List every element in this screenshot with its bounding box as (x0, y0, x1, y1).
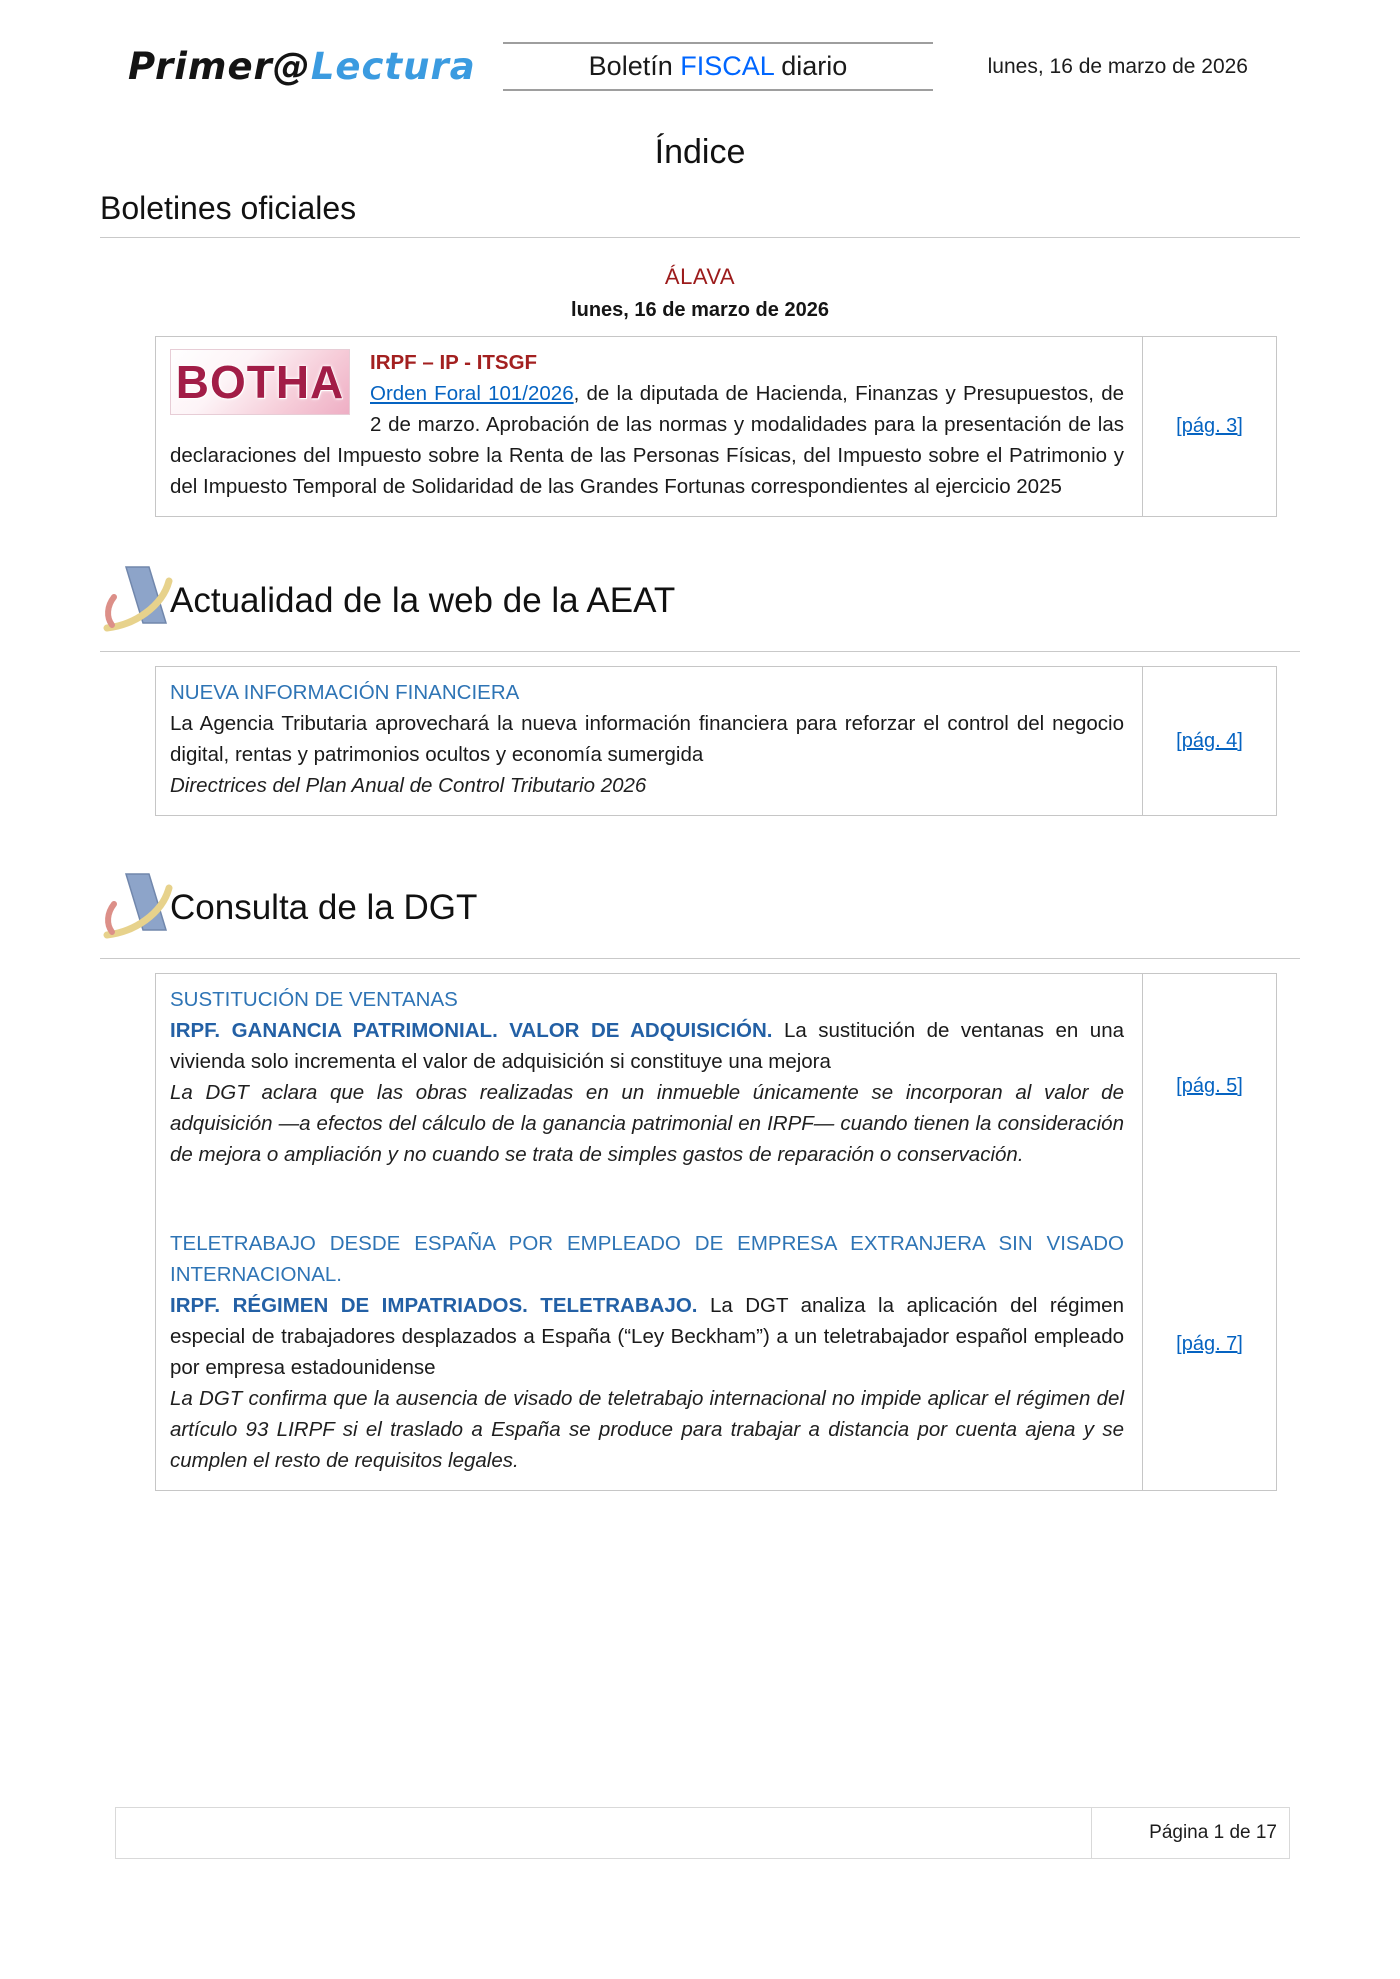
dgt-item2-caption: TELETRABAJO DESDE ESPAÑA POR EMPLEADO DE EMPRESA EXTRANJERA SIN VISADO INTERNACIONAL. (170, 1232, 1124, 1286)
bulletin-title (503, 42, 933, 91)
boletin-item-box (155, 336, 1277, 517)
dgt-item-row-2 (156, 1198, 1276, 1490)
brand-logo (128, 45, 503, 88)
page-ref-link-7[interactable]: [pág. 7] (1176, 1332, 1243, 1355)
aeat-logo-icon (102, 561, 178, 641)
section-head-dgt (100, 868, 1300, 948)
section-head-aeat (100, 561, 1300, 641)
region-heading: ÁLAVA (664, 264, 736, 289)
aeat-item-row (156, 667, 1276, 815)
aeat-item-text-cell (156, 667, 1142, 815)
dgt-item1-lead-bold: IRPF. GANANCIA PATRIMONIAL. VALOR DE ADQUISICIÓN. (170, 1019, 773, 1042)
bulletin-title-highlight: FISCAL (680, 51, 774, 81)
dgt-item1-lead-rest: La sustitución de ventanas en una vivienda solo incrementa el valor de adquisición si constituye una mejora (170, 1019, 1124, 1073)
dgt-item2-lead (170, 1290, 1124, 1383)
dgt-item1-caption: SUSTITUCIÓN DE VENTANAS (170, 988, 458, 1011)
section-title-dgt: Consulta de la DGT (170, 888, 478, 927)
dgt-item2-page-cell (1142, 1198, 1276, 1490)
aeat-page-cell (1142, 667, 1276, 815)
page-ref-link-4[interactable]: [pág. 4] (1176, 729, 1243, 752)
section-title-aeat: Actualidad de la web de la AEAT (170, 581, 676, 620)
page-indicator: Página 1 de 17 (1149, 1822, 1277, 1843)
dgt-item2-lead-bold: IRPF. RÉGIMEN DE IMPATRIADOS. TELETRABAJO. (170, 1294, 698, 1317)
aeat-item-caption: NUEVA INFORMACIÓN FINANCIERA (170, 681, 520, 704)
dgt-item1-text-cell (156, 974, 1142, 1198)
header-date: lunes, 16 de marzo de 2026 (987, 54, 1248, 78)
boletin-item-text-cell (156, 337, 1142, 516)
page-footer (115, 1807, 1290, 1859)
botha-logo: BOTHA (170, 349, 350, 415)
dgt-item1-italic: La DGT aclara que las obras realizadas en un inmueble únicamente se incorporan al valor de adquisición —a efectos del cálculo de la ganancia patrimonial en IRPF— cuando tienen la consideración de mejora o ampliación y no cuando se trata de simples gastos de reparación o conservación. (170, 1081, 1124, 1166)
page-ref-link-5[interactable]: [pág. 5] (1176, 1074, 1243, 1097)
dgt-item-row-1 (156, 974, 1276, 1198)
aeat-item-body: La Agencia Tributaria aprovechará la nueva información financiera para reforzar el control del negocio digital, rentas y patrimonios ocultos y economía sumergida (170, 712, 1124, 766)
bulletin-title-pre: Boletín (588, 51, 681, 81)
aeat-item-box (155, 666, 1277, 816)
section-rule (100, 651, 1300, 652)
dgt-item2-text-cell (156, 1198, 1142, 1490)
dgt-items-box (155, 973, 1277, 1491)
brand-logo-blue: Lectura (310, 45, 476, 88)
dgt-item2-lead-rest: La DGT analiza la aplicación del régimen especial de trabajadores desplazados a España (“Ley Beckham”) a un teletrabajador español empleado por empresa estadounidense (170, 1294, 1124, 1379)
boletin-item-body: , de la diputada de Hacienda, Finanzas y Presupuestos, de 2 de marzo. Aprobación de las normas y modalidades para la presentación de las declaraciones del Impuesto sobre la Renta de las Personas Físicas, del Impuesto sobre el Patrimonio y del Impuesto Temporal de Solidaridad de las Grandes Fortunas correspondientes al ejercicio 2025 (170, 382, 1125, 498)
boletin-page-cell (1142, 337, 1276, 516)
dgt-item1-lead (170, 1015, 1124, 1077)
page-ref-link-3[interactable]: [pág. 3] (1176, 415, 1243, 437)
brand-logo-black: Primer@ (128, 45, 311, 88)
section-rule (100, 237, 1300, 238)
orden-foral-link[interactable]: Orden Foral 101/2026 (370, 382, 574, 405)
index-title: Índice (654, 133, 746, 171)
section-title-boletines: Boletines oficiales (100, 190, 357, 226)
bulletin-title-post: diario (773, 51, 848, 81)
footer-empty-cell (116, 1808, 1092, 1858)
section-rule (100, 958, 1300, 959)
aeat-logo-icon (102, 868, 178, 948)
dgt-item2-italic: La DGT confirma que la ausencia de visado de teletrabajo internacional no impide aplicar el régimen del artículo 93 LIRPF si el traslado a España se produce para trabajar a distancia por cuenta ajena y se cumplen el resto de requisitos legales. (170, 1387, 1124, 1472)
page-header (100, 42, 1300, 91)
dgt-item1-page-cell (1142, 974, 1276, 1198)
boletin-item-row (156, 337, 1276, 516)
region-date: lunes, 16 de marzo de 2026 (571, 299, 829, 321)
tax-heading: IRPF – IP - ITSGF (370, 351, 538, 374)
aeat-item-subtitle: Directrices del Plan Anual de Control Tributario 2026 (170, 774, 647, 797)
